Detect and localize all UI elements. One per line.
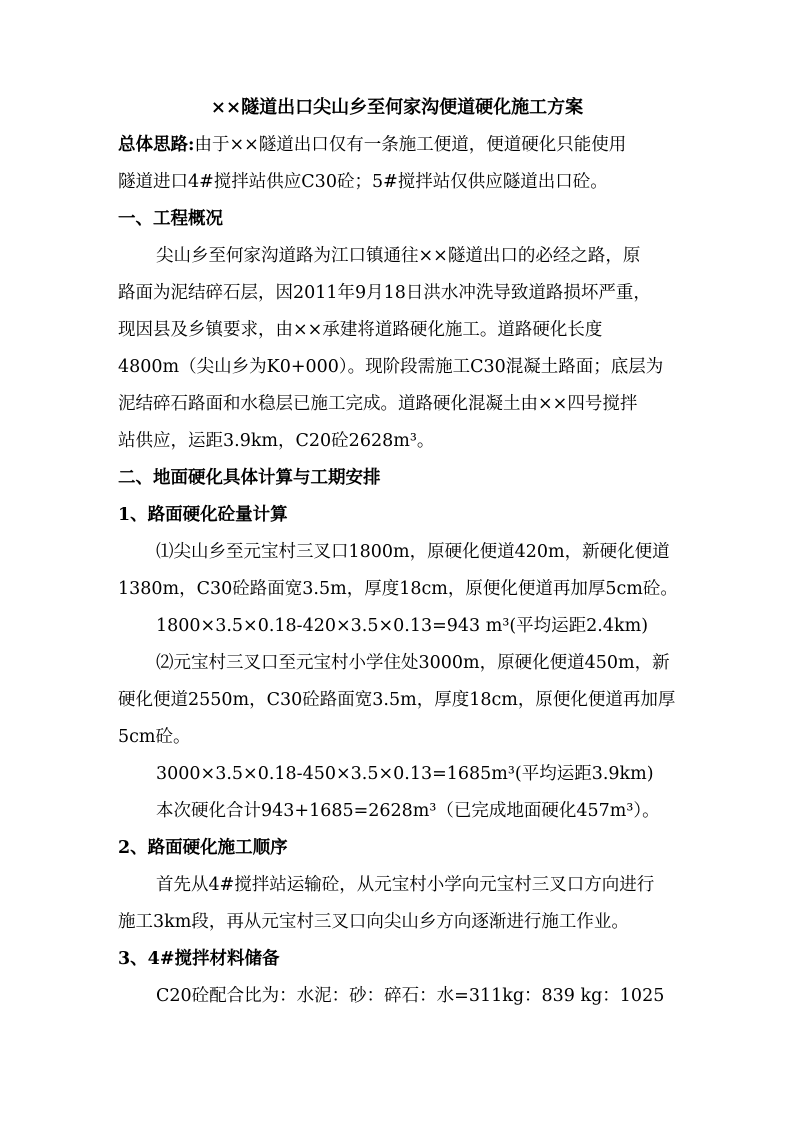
sub1-p2-line-3: 5cm砼。 [118,727,191,747]
document-title: ××隧道出口尖山乡至何家沟便道硬化施工方案 [210,97,584,118]
overall-line-1 [118,133,688,157]
sub3-line-1: C20砼配合比为：水泥：砂：碎石：水=311kg：839 kg：1025 [156,986,665,1006]
sub1-calc-1: 1800×3.5×0.18-420×3.5×0.13=943 m³(平均运距2.4km) [156,616,649,636]
sub1-p1-line-2: 1380m，C30砼路面宽3.5m，厚度18cm，原便化便道再加厚5cm砼。 [118,579,678,599]
sub2-heading: 2、路面硬化施工顺序 [118,838,288,858]
sub1-heading: 1、路面硬化砼量计算 [118,505,288,525]
sub1-calc-2: 3000×3.5×0.18-450×3.5×0.13=1685m³(平均运距3.9km) [156,764,654,784]
section1-line-3: 现因县及乡镇要求，由××承建将道路硬化施工。道路硬化长度 [118,320,603,340]
sub1-p2-line-2: 硬化便道2550m，C30砼路面宽3.5m，厚度18cm，原便化便道再加厚 [118,690,676,710]
sub1-p2-line-1: ⑵元宝村三叉口至元宝村小学住处3000m，原硬化便道450m，新 [156,653,670,673]
sub1-total: 本次硬化合计943+1685=2628m³（已完成地面硬化457m³）。 [156,801,660,821]
sub2-line-2: 施工3km段，再从元宝村三叉口向尖山乡方向逐渐进行施工作业。 [118,912,629,932]
section1-line-1: 尖山乡至何家沟道路为江口镇通往××隧道出口的必经之路，原 [156,246,641,266]
section1-line-5: 泥结碎石路面和水稳层已施工完成。道路硬化混凝土由××四号搅拌 [118,394,638,414]
sub2-line-1: 首先从4#搅拌站运输砼，从元宝村小学向元宝村三叉口方向进行 [156,875,655,895]
sub1-p1-line-1: ⑴尖山乡至元宝村三叉口1800m，原硬化便道420m，新硬化便道 [156,542,670,562]
overall-text-1: 由于××隧道出口仅有一条施工便道，便道硬化只能使用 [194,135,627,155]
overall-line-2: 隧道进口4#搅拌站供应C30砼；5#搅拌站仅供应隧道出口砼。 [118,172,608,192]
section1-heading: 一、工程概况 [118,209,223,229]
overall-label: 总体思路: [118,135,195,155]
section2-heading: 二、地面硬化具体计算与工期安排 [118,468,381,488]
sub3-heading: 3、4#搅拌材料储备 [118,949,280,969]
section1-line-2: 路面为泥结碎石层，因2011年9月18日洪水冲洗导致道路损坏严重， [118,283,651,303]
section1-line-6: 站供应，运距3.9km，C20砼2628m³。 [118,431,435,451]
section1-line-4: 4800m（尖山乡为K0+000）。现阶段需施工C30混凝土路面；底层为 [118,357,664,377]
